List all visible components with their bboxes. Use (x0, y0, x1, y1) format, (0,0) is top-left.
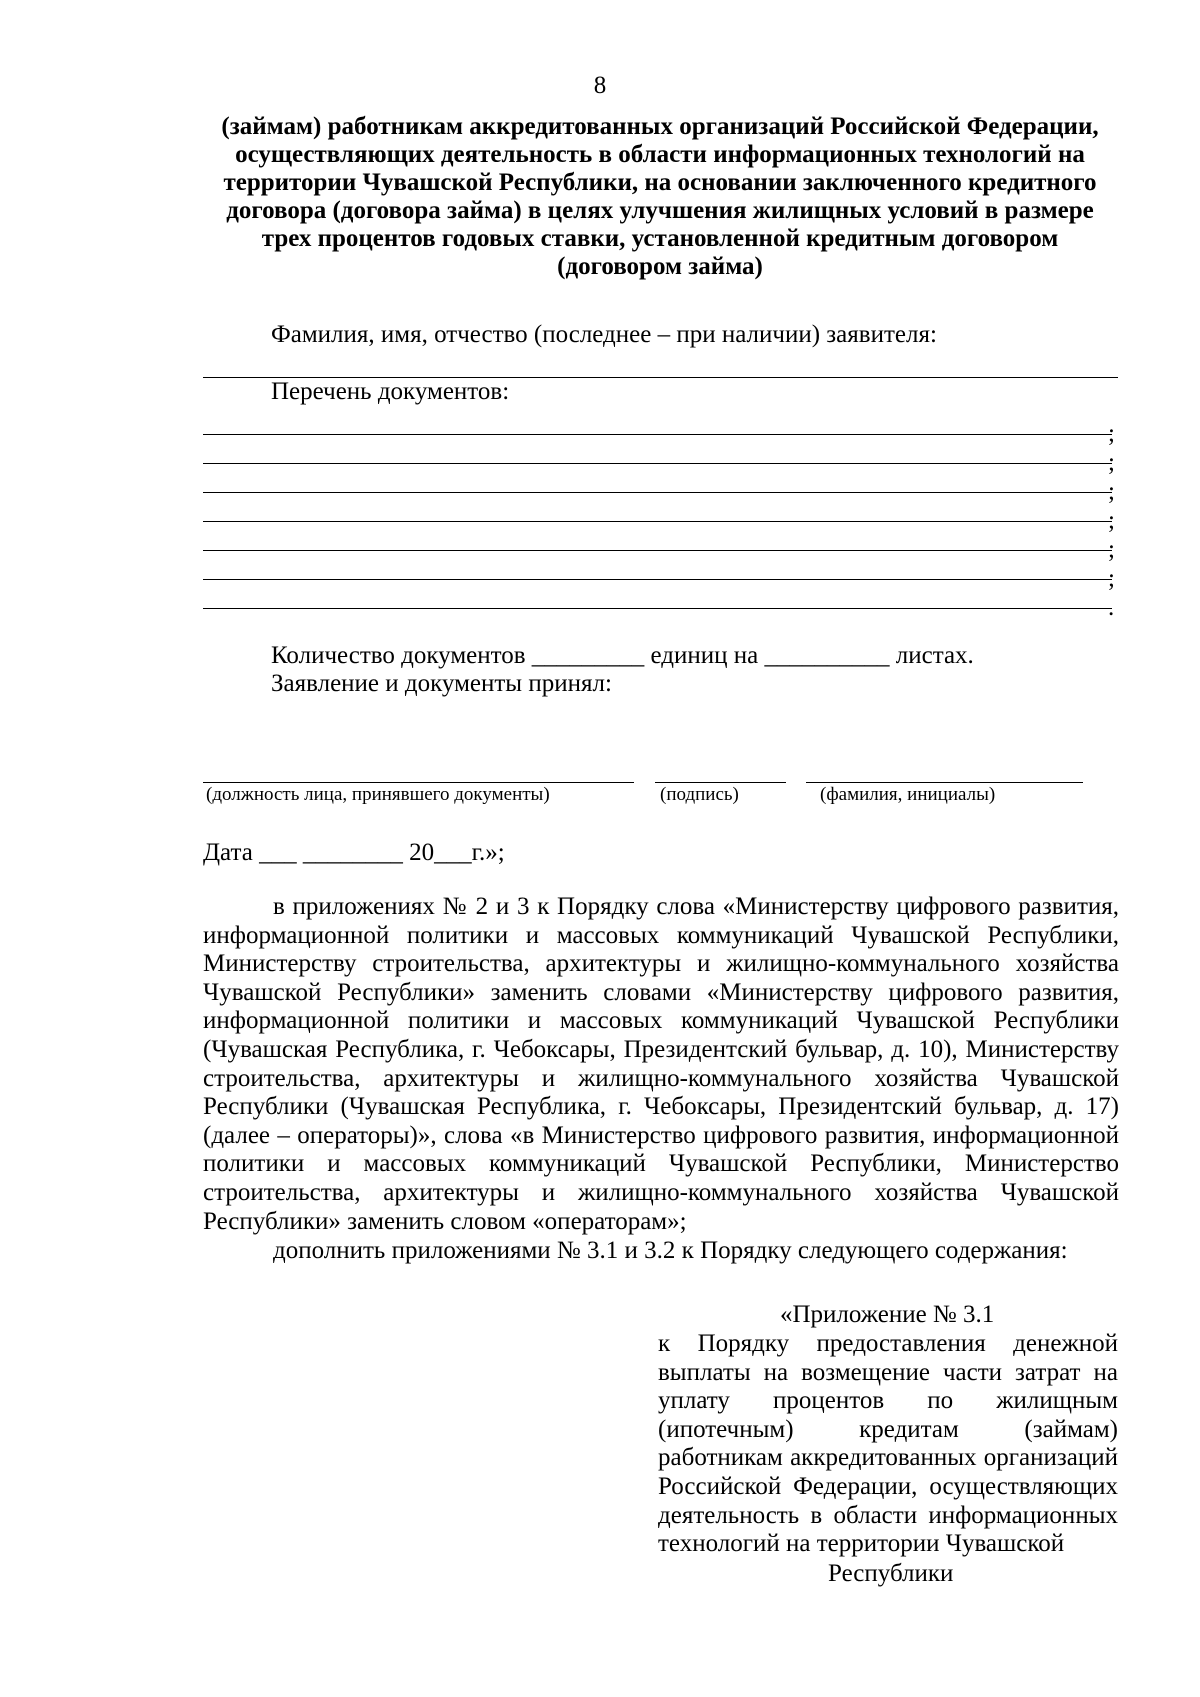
document-entry-end-mark: ; (1108, 507, 1115, 534)
signature-caption: (подпись) (660, 784, 739, 805)
appendix-last-line: Республики (828, 1560, 954, 1587)
document-entry-line (203, 579, 1112, 580)
documents-label: Перечень документов: (271, 378, 510, 405)
count-suffix: листах. (895, 642, 974, 669)
document-title: (займам) работникам аккредитованных организаций Российской Федерации, осуществляющих деятельность в области информационных технологий на территории Чувашской Республики, на основании заключенного кредитного договора (договора займа) в целях улучшения жилищных условий в размере трех процентов годовых ставки, установленной кредитным договором (договором займа) (221, 113, 1099, 280)
signature-line (655, 782, 786, 783)
document-entry-line (203, 608, 1112, 609)
name-line (806, 782, 1083, 783)
document-entry-end-mark: . (1108, 594, 1115, 621)
document-entry-line (203, 521, 1112, 522)
document-entry-end-mark: ; (1108, 565, 1115, 592)
position-caption: (должность лица, принявшего документы) (206, 784, 550, 805)
document-entry-line (203, 492, 1112, 493)
count-sheets-blank: __________ (764, 642, 890, 669)
document-entry-end-mark: ; (1108, 536, 1115, 563)
appendix-heading: «Приложение № 3.1 (780, 1301, 995, 1328)
page-number: 8 (593, 72, 607, 99)
count-middle: единиц на (650, 642, 759, 669)
name-caption: (фамилия, инициалы) (820, 784, 996, 805)
count-prefix: Количество документов (271, 642, 526, 669)
supplement-text: дополнить приложениями № 3.1 и 3.2 к Порядку следующего содержания: (273, 1237, 1068, 1264)
document-entry-line (203, 550, 1112, 551)
document-entry-end-mark: ; (1108, 449, 1115, 476)
position-line (203, 782, 634, 783)
amendment-paragraph (203, 893, 1119, 1236)
appendix-body: к Порядку предоставления денежной выплаты на возмещение части затрат на уплату процентов по жилищным (ипотечным) кредитам (займам) работникам аккредитованных организаций Российской Федерации, осуществляющих деятельность в области информационных технологий на территории Чувашской (658, 1330, 1118, 1558)
count-units-blank: _________ (531, 642, 645, 669)
document-entry-end-mark: ; (1108, 478, 1115, 505)
fio-label: Фамилия, имя, отчество (последнее – при наличии) заявителя: (271, 321, 937, 348)
amendment-text: в приложениях № 2 и 3 к Порядку слова «Министерству цифрового развития, информационной политики и массовых коммуникаций Чувашской Республики, Министерству строительства, архитектуры и жилищно-коммунального хозяйства Чувашской Республики» заменить словами «Министерству цифрового развития, информационной политики и массовых коммуникаций Чувашской Республики (Чувашская Республика, г. Чебоксары, Президентский бульвар, д. 10), Министерству строительства, архитектуры и жилищно-коммунального хозяйства Чувашской Республики (Чувашская Республика, г. Чебоксары, Президентский бульвар, д. 17) (далее – операторы)», слова «в Министерство цифрового развития, информационной политики и массовых коммуникаций Чувашской Республики, Министерство строительства, архитектуры и жилищно-коммунального хозяйства Чувашской Республики» заменить словом «операторам»; (203, 893, 1119, 1235)
document-entry-line (203, 463, 1112, 464)
date-line: Дата ___ ________ 20___г.»; (203, 839, 505, 866)
document-entry-end-mark: ; (1108, 420, 1115, 447)
document-entry-line (203, 434, 1112, 435)
accepted-label: Заявление и документы принял: (271, 670, 612, 697)
documents-count-line (271, 642, 974, 670)
supplement-paragraph (203, 1237, 1119, 1266)
